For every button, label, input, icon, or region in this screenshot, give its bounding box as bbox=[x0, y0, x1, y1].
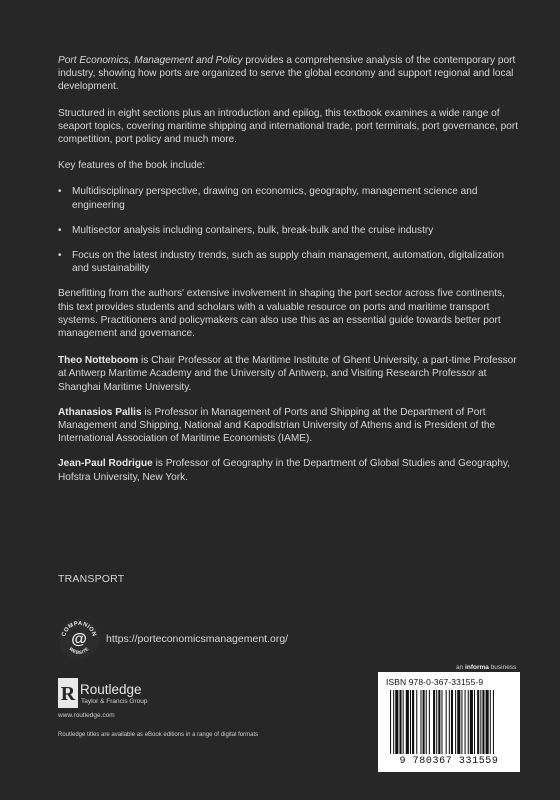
barcode-bar bbox=[470, 690, 473, 754]
author-name: Athanasios Pallis bbox=[58, 406, 142, 418]
informa-prefix: an bbox=[456, 664, 466, 671]
barcode-bar bbox=[423, 690, 425, 754]
barcode-bar bbox=[449, 690, 450, 754]
publisher-name: Routledge bbox=[80, 682, 142, 697]
feature-item: • Focus on the latest industry trends, such as supply chain management, automation, digitalization and sustainability bbox=[58, 249, 520, 275]
barcode-bar bbox=[441, 690, 442, 754]
description-paragraph bbox=[58, 54, 520, 94]
author-bio-text: is Chair Professor at the Maritime Institute of Ghent University, a part-time Professor at Antwerp Maritime Academy and the University of Antwerp, and Visiting Research Professor at Shanghai Maritime University. bbox=[58, 355, 517, 393]
author-bio bbox=[58, 354, 520, 394]
barcode-bar bbox=[482, 690, 484, 754]
author-bio bbox=[58, 457, 520, 483]
barcode-bar bbox=[468, 690, 469, 754]
barcode-bar bbox=[406, 690, 409, 754]
barcode-bar bbox=[474, 690, 475, 754]
barcode-bar bbox=[493, 690, 494, 754]
barcode-bar bbox=[436, 690, 437, 754]
barcode-bar bbox=[455, 690, 456, 754]
companion-website-icon bbox=[58, 618, 100, 660]
publisher-website[interactable]: www.routledge.com bbox=[58, 712, 115, 719]
isbn-barcode bbox=[378, 672, 520, 772]
features-list bbox=[58, 185, 520, 275]
svg-text:WEBSITE: WEBSITE bbox=[68, 646, 90, 656]
subject-category: TRANSPORT bbox=[58, 573, 125, 585]
routledge-logo-icon bbox=[58, 678, 78, 708]
barcode-bar bbox=[433, 690, 435, 754]
svg-text:R: R bbox=[60, 683, 76, 705]
barcode-bar bbox=[477, 690, 479, 754]
audience-paragraph: Benefitting from the authors' extensive involvement in shaping the port sector across five continents, this text provides students and scholars with a valuable resource on ports and maritime transport systems. Practitioners and policymakers can also use this as an essential guide towards better port management and governance. bbox=[58, 288, 505, 340]
feature-item: • Multisector analysis including containers, bulk, break-bulk and the cruise industry bbox=[58, 224, 520, 237]
barcode-bar bbox=[438, 690, 440, 754]
barcode-bar bbox=[461, 690, 462, 754]
author-name: Theo Notteboom bbox=[58, 355, 139, 367]
barcode-bar bbox=[410, 690, 411, 754]
author-name: Jean-Paul Rodrigue bbox=[58, 458, 153, 470]
barcode-bar bbox=[393, 690, 394, 754]
informa-suffix: business bbox=[488, 664, 517, 671]
barcode-bar bbox=[486, 690, 489, 754]
informa-brand: informa bbox=[465, 664, 489, 671]
isbn-label: ISBN 978-0-367-33155-9 bbox=[386, 677, 484, 687]
barcode-bar bbox=[412, 690, 414, 754]
author-bio-text: is Professor in Management of Ports and Shipping at the Department of Port Management and Shipping, National and Kapodistrian University of Athens and is President of the International Association of Maritime Economists (IAME). bbox=[58, 406, 496, 445]
feature-item: • Multidisciplinary perspective, drawing on economics, geography, management science and engineering bbox=[58, 185, 520, 211]
barcode-bar bbox=[451, 690, 453, 754]
barcode-bar bbox=[490, 690, 491, 754]
barcode-bar bbox=[465, 690, 466, 754]
book-title: Port Economics, Management and Policy bbox=[58, 55, 243, 66]
barcode-bar bbox=[390, 690, 391, 754]
barcode-bar bbox=[426, 690, 427, 754]
structure-paragraph: Structured in eight sections plus an introduction and epilog, this textbook examines a wide range of seaport topics, covering maritime shipping and international trade, port terminals, port governance, port competition, port policy and much more. bbox=[58, 107, 519, 146]
companion-website-link[interactable]: https://porteconomicsmanagement.org/ bbox=[106, 633, 289, 645]
ean-number: 9 780367 331559 bbox=[399, 756, 499, 767]
key-features-intro: Key features of the book include: bbox=[58, 160, 206, 172]
publisher-group: Taylor & Francis Group bbox=[81, 698, 148, 705]
back-cover-text bbox=[58, 54, 520, 496]
barcode-bar bbox=[480, 690, 481, 754]
svg-text:COMPANION: COMPANION bbox=[61, 620, 97, 638]
barcode-bar bbox=[429, 690, 430, 754]
barcode-bar bbox=[446, 690, 447, 754]
description-text: provides a comprehensive analysis of the contemporary port industry, showing how ports are organized to serve the global economy and support regional and local development. bbox=[58, 55, 516, 93]
barcode-bar bbox=[416, 690, 417, 754]
barcode-bar bbox=[403, 690, 404, 754]
author-bio bbox=[58, 406, 520, 446]
ebook-note: Routledge titles are available as eBook editions in a range of digital formats bbox=[58, 732, 259, 738]
barcode-bar bbox=[457, 690, 460, 754]
barcode-bar bbox=[395, 690, 398, 754]
author-bio-text: is Professor of Geography in the Department of Global Studies and Geography, Hofstra University, New York. bbox=[58, 458, 511, 483]
informa-business-label bbox=[456, 664, 516, 671]
svg-text:@: @ bbox=[71, 631, 87, 648]
barcode-bar bbox=[399, 690, 401, 754]
barcode-bar bbox=[420, 690, 421, 754]
